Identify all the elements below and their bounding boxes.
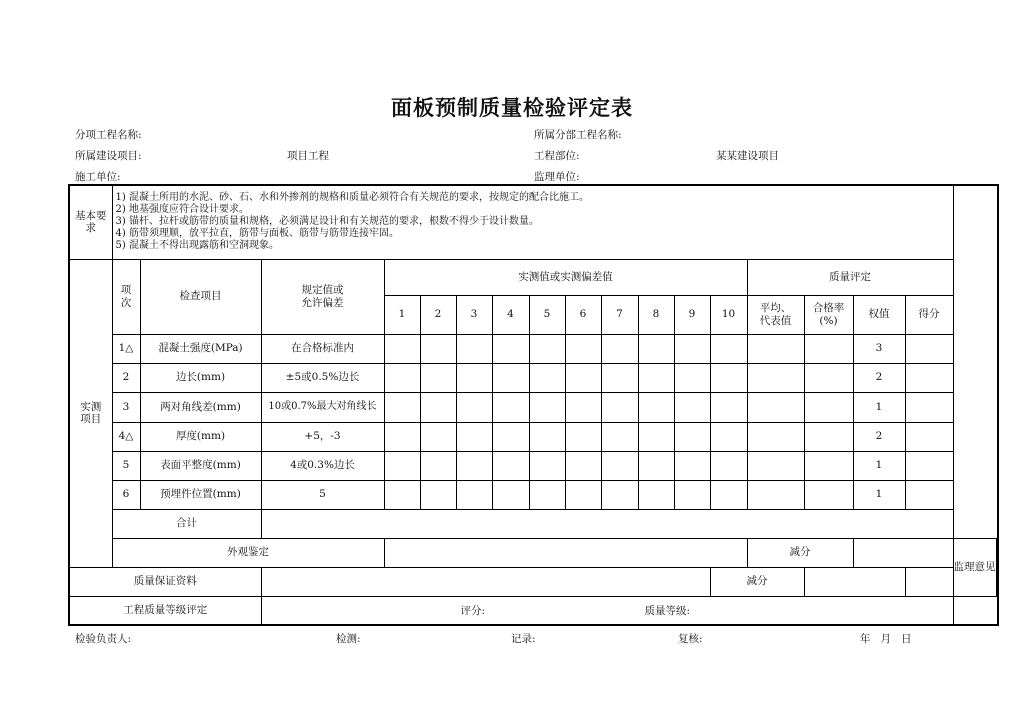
review-label: 复核: [678, 633, 703, 645]
weight-value: 1 [853, 480, 905, 509]
project-part-value: 某某建设项目 [716, 150, 779, 162]
spec-value: 4或0.3%边长 [261, 451, 384, 480]
weight-value: 3 [853, 334, 905, 363]
measure-no: 4 [492, 295, 529, 334]
measure-cell[interactable] [456, 334, 492, 363]
score-cell[interactable] [905, 363, 953, 392]
measure-no: 1 [384, 295, 420, 334]
measure-cell[interactable] [710, 480, 747, 509]
item-no: 2 [112, 363, 140, 392]
measure-cell[interactable] [565, 422, 601, 451]
col-avg: 平均、 代表值 [747, 295, 804, 334]
check-item: 两对角线差(mm) [140, 392, 261, 422]
measure-cell[interactable] [638, 422, 674, 451]
measure-cell[interactable] [456, 363, 492, 392]
project-part-label: 工程部位: [534, 150, 580, 162]
weight-value: 2 [853, 363, 905, 392]
col-weight: 权值 [853, 295, 905, 334]
measure-cell[interactable] [710, 334, 747, 363]
measure-cell[interactable] [601, 363, 638, 392]
check-item: 边长(mm) [140, 363, 261, 392]
measure-cell[interactable] [529, 334, 565, 363]
requirement-item: 3) 锚杆、拉杆或筋带的质量和规格，必须满足设计和有关规范的要求，根数不得少于设计数量。 [115, 216, 539, 228]
measure-cell[interactable] [601, 334, 638, 363]
measure-cell[interactable] [492, 334, 529, 363]
measure-cell[interactable] [601, 451, 638, 480]
supervisor-unit-label: 监理单位: [534, 171, 580, 183]
pass-rate-cell[interactable] [804, 451, 853, 480]
score-cell[interactable] [905, 451, 953, 480]
measure-cell[interactable] [384, 392, 420, 422]
inspector-label: 检验负责人: [75, 633, 132, 645]
page-title: 面板预制质量检验评定表 [391, 96, 633, 120]
sub-project-label: 分项工程名称: [75, 129, 142, 141]
measure-cell[interactable] [456, 422, 492, 451]
requirement-item: 4) 筋带须理顺，放平拉直，筋带与面板、筋带与筋带连接牢固。 [115, 228, 399, 240]
measure-cell[interactable] [384, 334, 420, 363]
pass-rate-cell[interactable] [804, 392, 853, 422]
measure-no: 9 [674, 295, 710, 334]
avg-cell[interactable] [747, 480, 804, 509]
builder-label: 施工单位: [75, 171, 121, 183]
supervisor-opinion-label: 监理意见 [953, 538, 996, 596]
check-label: 检测: [336, 633, 361, 645]
requirement-item: 5) 混凝土不得出现露筋和空洞现象。 [115, 240, 279, 252]
pass-rate-cell[interactable] [804, 363, 853, 392]
requirement-item: 2) 地基强度应符合设计要求。 [115, 204, 249, 216]
measure-no: 3 [456, 295, 492, 334]
measure-cell[interactable] [674, 363, 710, 392]
measure-cell[interactable] [492, 392, 529, 422]
measured-section-label: 实测 项目 [69, 259, 112, 567]
basic-requirements-label: 基本要求 [69, 185, 112, 259]
measure-cell[interactable] [420, 334, 456, 363]
measure-cell[interactable] [674, 392, 710, 422]
measure-cell[interactable] [638, 334, 674, 363]
measure-cell[interactable] [420, 422, 456, 451]
spec-value: ±5或0.5%边长 [261, 363, 384, 392]
appearance-label: 外观鉴定 [112, 538, 384, 567]
measure-cell[interactable] [710, 363, 747, 392]
measure-cell[interactable] [420, 392, 456, 422]
col-item-no: 项 次 [112, 259, 140, 334]
measure-no: 7 [601, 295, 638, 334]
measure-cell[interactable] [565, 392, 601, 422]
measure-cell[interactable] [420, 480, 456, 509]
parent-project-label: 所属分部工程名称: [534, 129, 622, 141]
measure-cell[interactable] [674, 422, 710, 451]
spec-value: 10或0.7%最大对角线长 [261, 392, 384, 422]
grade-value-cell[interactable] [261, 596, 953, 625]
avg-cell[interactable] [747, 422, 804, 451]
pass-rate-cell[interactable] [804, 334, 853, 363]
item-no: 6 [112, 480, 140, 509]
score-cell[interactable] [905, 480, 953, 509]
col-quality-group: 质量评定 [747, 259, 953, 295]
score-label: 评分: [460, 604, 486, 617]
col-spec: 规定值或 允许偏差 [261, 259, 384, 334]
measure-cell[interactable] [492, 451, 529, 480]
weight-value: 2 [853, 422, 905, 451]
supervisor-opinion-cell[interactable] [996, 538, 998, 596]
pass-rate-cell[interactable] [804, 422, 853, 451]
measure-cell[interactable] [456, 480, 492, 509]
item-no: 4△ [112, 422, 140, 451]
measure-no: 6 [565, 295, 601, 334]
table-row [69, 480, 998, 509]
deduct-label: 减分 [710, 567, 804, 596]
item-no: 3 [112, 392, 140, 422]
measure-no: 5 [529, 295, 565, 334]
level-label: 质量等级: [644, 604, 691, 617]
measure-cell[interactable] [638, 451, 674, 480]
measure-cell[interactable] [384, 363, 420, 392]
quality-docs-label: 质量保证资料 [69, 567, 261, 596]
measure-cell[interactable] [565, 451, 601, 480]
check-item: 混凝土强度(MPa) [140, 334, 261, 363]
construction-project-label: 所属建设项目: [75, 150, 142, 162]
measure-cell[interactable] [565, 363, 601, 392]
table-row [69, 334, 998, 363]
item-no: 5 [112, 451, 140, 480]
inspection-table [68, 184, 999, 626]
appearance-value-cell[interactable] [384, 538, 747, 567]
measure-cell[interactable] [420, 363, 456, 392]
measure-cell[interactable] [384, 451, 420, 480]
measure-cell[interactable] [529, 480, 565, 509]
avg-cell[interactable] [747, 334, 804, 363]
measure-cell[interactable] [384, 480, 420, 509]
table-row [69, 363, 998, 392]
col-pass-rate: 合格率 (%) [804, 295, 853, 334]
check-item: 表面平整度(mm) [140, 451, 261, 480]
measure-cell[interactable] [492, 480, 529, 509]
item-no: 1△ [112, 334, 140, 363]
spec-value: 在合格标准内 [261, 334, 384, 363]
spec-value: +5，-3 [261, 422, 384, 451]
quality-docs-value-cell[interactable] [261, 567, 710, 596]
total-value-cell[interactable] [261, 509, 953, 538]
measure-cell[interactable] [601, 392, 638, 422]
measure-cell[interactable] [565, 334, 601, 363]
score-cell[interactable] [905, 422, 953, 451]
measure-cell[interactable] [674, 480, 710, 509]
deduct-label: 减分 [747, 538, 853, 567]
basic-requirements-text [112, 185, 953, 259]
col-measured-group: 实测值或实测偏差值 [384, 259, 747, 295]
measure-cell[interactable] [601, 480, 638, 509]
measure-cell[interactable] [674, 451, 710, 480]
date-label: 年 月 日 [860, 633, 912, 645]
spec-value: 5 [261, 480, 384, 509]
measure-no: 8 [638, 295, 674, 334]
measure-cell[interactable] [710, 392, 747, 422]
check-item: 厚度(mm) [140, 422, 261, 451]
avg-cell[interactable] [747, 363, 804, 392]
measure-cell[interactable] [456, 392, 492, 422]
table-row [69, 392, 998, 422]
check-item: 预埋件位置(mm) [140, 480, 261, 509]
measure-cell[interactable] [710, 451, 747, 480]
avg-cell[interactable] [747, 392, 804, 422]
measure-cell[interactable] [601, 422, 638, 451]
table-row [69, 451, 998, 480]
measure-cell[interactable] [638, 363, 674, 392]
weight-value: 1 [853, 392, 905, 422]
table-row [69, 422, 998, 451]
measure-cell[interactable] [384, 422, 420, 451]
record-label: 记录: [511, 633, 536, 645]
score-cell[interactable] [905, 392, 953, 422]
measure-cell[interactable] [529, 363, 565, 392]
requirement-item: 1) 混凝土所用的水泥、砂、石、水和外掺剂的规格和质量必须符合有关规范的要求，按规定的配合比施工。 [115, 192, 589, 204]
weight-value: 1 [853, 451, 905, 480]
measure-cell[interactable] [529, 451, 565, 480]
total-label: 合计 [112, 509, 261, 538]
col-score: 得分 [905, 295, 953, 334]
measure-cell[interactable] [529, 392, 565, 422]
measure-cell[interactable] [674, 334, 710, 363]
measure-cell[interactable] [638, 392, 674, 422]
measure-cell[interactable] [638, 480, 674, 509]
grade-label: 工程质量等级评定 [69, 596, 261, 625]
measure-cell[interactable] [492, 422, 529, 451]
avg-cell[interactable] [747, 451, 804, 480]
deduct-value-cell[interactable] [804, 567, 905, 596]
col-check-item: 检查项目 [140, 259, 261, 334]
score-cell[interactable] [905, 334, 953, 363]
measure-cell[interactable] [456, 451, 492, 480]
measure-cell[interactable] [710, 422, 747, 451]
pass-rate-cell[interactable] [804, 480, 853, 509]
deduct-value-cell[interactable] [853, 538, 953, 567]
measure-cell[interactable] [492, 363, 529, 392]
measure-cell[interactable] [565, 480, 601, 509]
measure-no: 2 [420, 295, 456, 334]
measure-cell[interactable] [529, 422, 565, 451]
measure-no: 10 [710, 295, 747, 334]
measure-cell[interactable] [420, 451, 456, 480]
construction-project-value: 项目工程 [287, 150, 329, 162]
